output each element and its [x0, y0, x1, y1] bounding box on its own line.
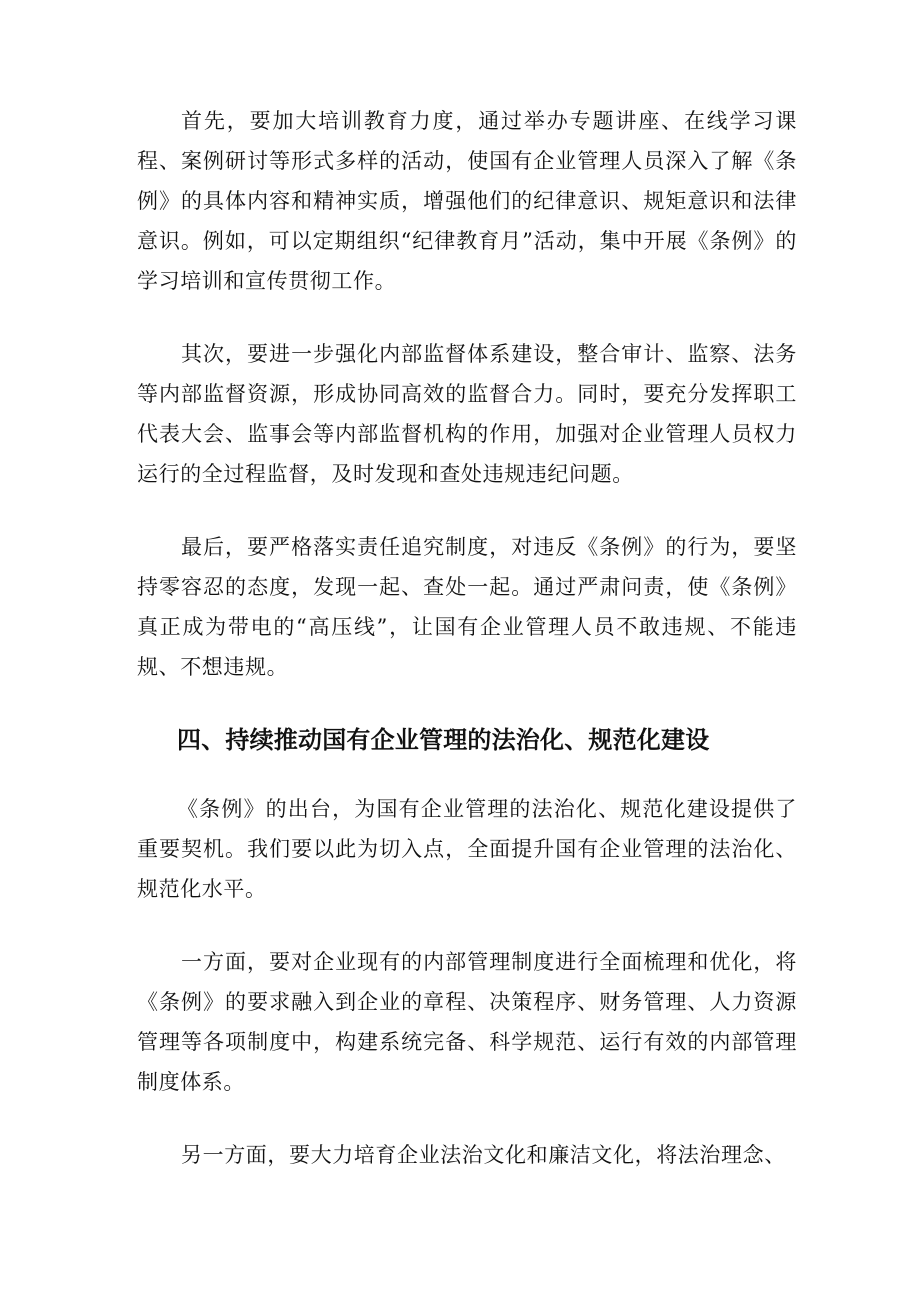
paragraph-system-optimization: 一方面，要对企业现有的内部管理制度进行全面梳理和优化，将《条例》的要求融入到企业的章程、决策程序、财务管理、人力资源管理等各项制度中，构建系统完备、科学规范、运行有效的内部管理制度体系。 — [137, 950, 797, 1094]
paragraph-culture: 另一方面，要大力培育企业法治文化和廉洁文化，将法治理念、 — [181, 1143, 786, 1167]
paragraph-training: 首先，要加大培训教育力度，通过举办专题讲座、在线学习课程、案例研讨等形式多样的活动，使国有企业管理人员深入了解《条例》的具体内容和精神实质，增强他们的纪律意识、规矩意识和法律意识。例如，可以定期组织“纪律教育月”活动，集中开展《条例》的学习培训和宣传贯彻工作。 — [137, 109, 797, 293]
section-heading: 四、持续推动国有企业管理的法治化、规范化建设 — [177, 726, 710, 754]
paragraph-opportunity: 《条例》的出台，为国有企业管理的法治化、规范化建设提供了重要契机。我们要以此为切入点，全面提升国有企业管理的法治化、规范化水平。 — [137, 797, 797, 901]
document-body — [137, 101, 797, 1208]
paragraph-supervision: 其次，要进一步强化内部监督体系建设，整合审计、监察、法务等内部监督资源，形成协同高效的监督合力。同时，要充分发挥职工代表大会、监事会等内部监督机构的作用，加强对企业管理人员权力运行的全过程监督，及时发现和查处违规违纪问题。 — [137, 342, 797, 486]
paragraph-accountability: 最后，要严格落实责任追究制度，对违反《条例》的行为，要坚持零容忍的态度，发现一起、查处一起。通过严肃问责，使《条例》真正成为带电的“高压线”，让国有企业管理人员不敢违规、不能违规、不想违规。 — [137, 535, 797, 679]
